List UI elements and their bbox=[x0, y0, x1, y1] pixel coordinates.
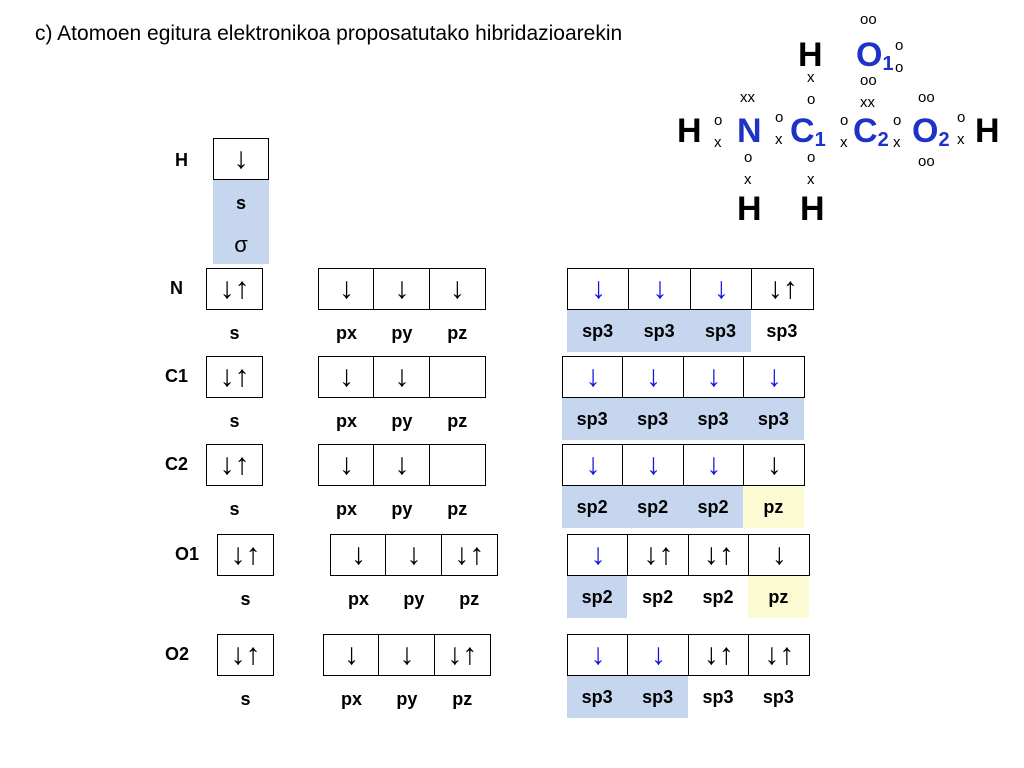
orbital-label-p: px bbox=[347, 588, 369, 609]
orbital-label-p: px bbox=[335, 322, 357, 343]
atom-n: N bbox=[737, 112, 762, 150]
atom-h-bottom-c1: H bbox=[800, 190, 825, 228]
atom-c1: $C_1$ bbox=[790, 112, 826, 151]
orbital-label-p: py bbox=[403, 588, 425, 609]
hybrid-orbital-box: ↓ bbox=[743, 356, 805, 398]
hybrid-orbital-box: ↓ bbox=[567, 268, 630, 310]
orbital-box-p: ↓ bbox=[385, 534, 442, 576]
hybrid-label: sp2 bbox=[683, 486, 743, 528]
orbital-label-p: pz bbox=[452, 688, 473, 709]
hybrid-orbital-box: ↓ bbox=[683, 356, 745, 398]
hybrid-orbital-box: ↓ bbox=[562, 444, 624, 486]
row-label-n: N bbox=[170, 278, 183, 298]
orbital-box-p: ↓ bbox=[429, 268, 486, 310]
hybrid-label: sp3 bbox=[683, 398, 743, 440]
electron-dots: x bbox=[893, 134, 901, 151]
hybrid-label: sp3 bbox=[628, 310, 689, 352]
hybrid-orbital-box: ↓↑ bbox=[627, 534, 689, 576]
orbital-label-s: s bbox=[229, 498, 240, 519]
row-label-c1: C1 bbox=[165, 366, 189, 386]
orbital-label-p: py bbox=[391, 498, 413, 519]
electron-dots: o bbox=[807, 149, 816, 166]
electron-dots: o bbox=[895, 59, 904, 76]
heading: c) Atomoen egitura elektronikoa proposatutako hibridazioarekin bbox=[35, 22, 623, 45]
sigma-label: σ bbox=[234, 232, 248, 257]
orbital-box-p: ↓ bbox=[330, 534, 387, 576]
electron-dots: o bbox=[775, 109, 784, 126]
electron-dots: x bbox=[807, 171, 815, 188]
hybrid-label: sp3 bbox=[766, 320, 798, 341]
hybrid-label: pz bbox=[748, 576, 808, 618]
electron-dots: o bbox=[744, 149, 753, 166]
electron-dots: x bbox=[744, 171, 752, 188]
hybrid-orbital-box: ↓ bbox=[567, 534, 629, 576]
hybrid-label: sp3 bbox=[690, 310, 751, 352]
hybrid-orbital-box: ↓ bbox=[567, 634, 629, 676]
electron-dots: x bbox=[807, 69, 815, 86]
orbital-label-p: py bbox=[396, 688, 418, 709]
hybrid-orbital-box: ↓ bbox=[622, 356, 684, 398]
orbital-label-p: py bbox=[391, 322, 413, 343]
hybrid-label: sp2 bbox=[642, 586, 674, 607]
electron-dots: oo bbox=[918, 153, 935, 170]
hybrid-orbital-box: ↓↑ bbox=[748, 634, 810, 676]
orbital-box-p: ↓ bbox=[373, 356, 430, 398]
hybrid-orbital-box: ↓ bbox=[748, 534, 810, 576]
orbital-label-p: pz bbox=[447, 498, 468, 519]
electron-dots: oo bbox=[860, 11, 877, 28]
orbital-box-s: ↓↑ bbox=[217, 534, 274, 576]
orbital-box-p: ↓ bbox=[318, 444, 375, 486]
orbital-label-s: s bbox=[229, 410, 240, 431]
hybrid-orbital-box: ↓↑ bbox=[751, 268, 814, 310]
hybrid-label: sp2 bbox=[622, 486, 682, 528]
row-label-h: H bbox=[175, 150, 188, 170]
orbital-box-p bbox=[429, 444, 486, 486]
hybrid-orbital-box: ↓ bbox=[628, 268, 691, 310]
orbital-box-p: ↓ bbox=[378, 634, 435, 676]
hybrid-label: sp3 bbox=[702, 686, 734, 707]
hybrid-orbital-box: ↓↑ bbox=[688, 634, 750, 676]
atom-h-left: H bbox=[677, 112, 702, 150]
atom-o2: $O_2$ bbox=[912, 112, 950, 151]
orbital-label-s: s bbox=[229, 322, 240, 343]
atom-c2: $C_2$ bbox=[853, 112, 889, 151]
row-label-c2: C2 bbox=[165, 454, 189, 474]
electron-dots: x bbox=[714, 134, 722, 151]
hybrid-label: sp2 bbox=[567, 576, 627, 618]
atom-h-bottom-n: H bbox=[737, 190, 762, 228]
electron-dots: x bbox=[840, 134, 848, 151]
electron-dots: o bbox=[895, 37, 904, 54]
hybrid-label: sp3 bbox=[567, 310, 628, 352]
electron-dots: x bbox=[957, 131, 965, 148]
orbital-box-s: ↓↑ bbox=[206, 268, 263, 310]
orbital-box-p: ↓ bbox=[318, 268, 375, 310]
orbital-label-p: px bbox=[340, 688, 362, 709]
orbital-box-p: ↓ bbox=[323, 634, 380, 676]
hybrid-label: sp3 bbox=[622, 398, 682, 440]
hybrid-label: sp3 bbox=[627, 676, 687, 718]
electron-dots: xx bbox=[860, 94, 875, 111]
orbital-box-p: ↓ bbox=[373, 444, 430, 486]
orbital-label-p: pz bbox=[447, 410, 468, 431]
electron-dots: o bbox=[807, 91, 816, 108]
hybrid-label: pz bbox=[743, 486, 803, 528]
orbital-label-p: px bbox=[335, 410, 357, 431]
atom-h-top: H bbox=[798, 36, 823, 74]
hybrid-orbital-box: ↓ bbox=[562, 356, 624, 398]
orbital-box-s: ↓↑ bbox=[217, 634, 274, 676]
electron-dots: o bbox=[957, 109, 966, 126]
orbital-box: ↓ bbox=[213, 138, 269, 180]
orbital-label-p: py bbox=[391, 410, 413, 431]
orbital-label-p: pz bbox=[447, 322, 468, 343]
row-label-o1: O1 bbox=[175, 544, 200, 564]
hybrid-label: sp2 bbox=[702, 586, 734, 607]
hybrid-label: sp2 bbox=[562, 486, 622, 528]
atom-o1: $O_1$ bbox=[856, 36, 894, 75]
electron-dots: o bbox=[840, 112, 849, 129]
electron-dots: oo bbox=[918, 89, 935, 106]
orbital-box-s: ↓↑ bbox=[206, 356, 263, 398]
hybrid-orbital-box: ↓↑ bbox=[688, 534, 750, 576]
hybrid-orbital-box: ↓ bbox=[683, 444, 745, 486]
orbital-box-p bbox=[429, 356, 486, 398]
atom-h-right: H bbox=[975, 112, 1000, 150]
orbital-box-p: ↓ bbox=[318, 356, 375, 398]
hybrid-label: sp3 bbox=[762, 686, 794, 707]
electron-dots: x bbox=[775, 131, 783, 148]
hybrid-label: sp3 bbox=[562, 398, 622, 440]
orbital-label-p: pz bbox=[459, 588, 480, 609]
orbital-label: s bbox=[235, 192, 246, 213]
electron-dots: o bbox=[714, 112, 723, 129]
orbital-label-p: px bbox=[335, 498, 357, 519]
orbital-box-p: ↓↑ bbox=[434, 634, 491, 676]
hybrid-label: sp3 bbox=[567, 676, 627, 718]
hybrid-orbital-box: ↓ bbox=[690, 268, 753, 310]
row-label-o2: O2 bbox=[165, 644, 190, 664]
orbital-box-p: ↓↑ bbox=[441, 534, 498, 576]
electron-dots: xx bbox=[740, 89, 755, 106]
hybrid-orbital-box: ↓ bbox=[627, 634, 689, 676]
hybrid-orbital-box: ↓ bbox=[743, 444, 805, 486]
orbital-box-p: ↓ bbox=[373, 268, 430, 310]
orbital-box-s: ↓↑ bbox=[206, 444, 263, 486]
electron-dots: o bbox=[893, 112, 902, 129]
hybrid-orbital-box: ↓ bbox=[622, 444, 684, 486]
electron-dots: oo bbox=[860, 72, 877, 89]
orbital-label-s: s bbox=[240, 588, 251, 609]
orbital-label-s: s bbox=[240, 688, 251, 709]
hybrid-label: sp3 bbox=[743, 398, 803, 440]
